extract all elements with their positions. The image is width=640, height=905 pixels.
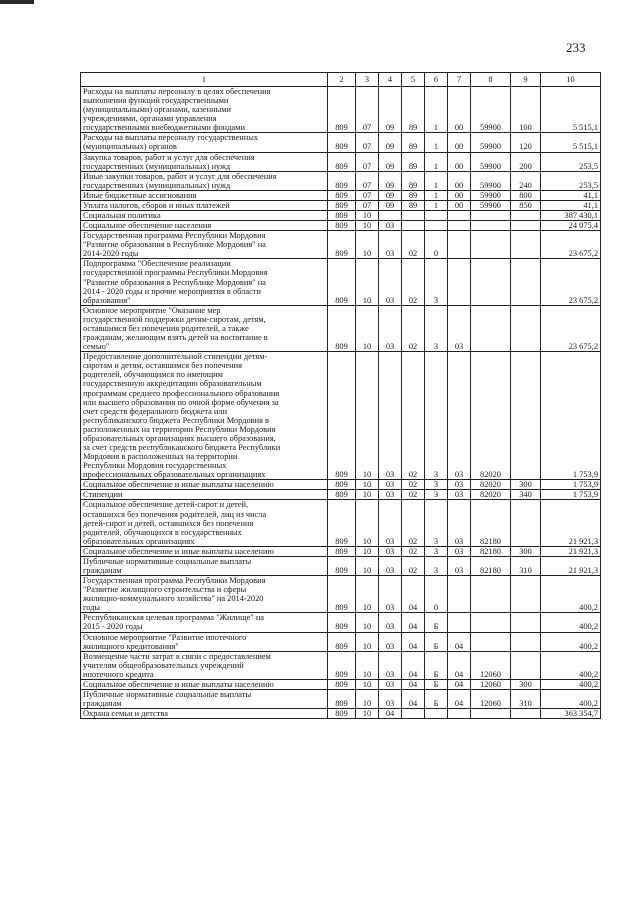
- row-name: Иные бюджетные ассигнования: [81, 190, 328, 200]
- row-code-expense-type: 240: [511, 171, 541, 190]
- table-row: [81, 352, 601, 480]
- row-code-subprogram: [425, 709, 448, 719]
- row-code-ministry: 809: [328, 613, 356, 632]
- row-code-event: 00: [448, 171, 471, 190]
- row-code-section: 10: [356, 546, 379, 556]
- col-header: 10: [541, 73, 601, 87]
- col-header: 3: [356, 73, 379, 87]
- row-code-ministry: 809: [328, 352, 356, 480]
- row-code-direction: 59900: [471, 171, 511, 190]
- row-code-expense-type: [511, 259, 541, 305]
- row-code-ministry: 809: [328, 679, 356, 689]
- row-code-direction: [471, 221, 511, 231]
- row-amount: 400,2: [541, 651, 601, 679]
- row-code-ministry: 809: [328, 500, 356, 546]
- row-code-program: [402, 221, 425, 231]
- row-code-subsection: 03: [379, 231, 402, 259]
- table-row: [81, 576, 601, 613]
- row-code-subsection: 09: [379, 200, 402, 210]
- row-code-direction: 82180: [471, 500, 511, 546]
- row-code-ministry: 809: [328, 651, 356, 679]
- row-code-event: [448, 576, 471, 613]
- row-code-expense-type: 200: [511, 152, 541, 171]
- row-name: Охрана семьи и детства: [81, 709, 328, 719]
- row-code-section: 10: [356, 709, 379, 719]
- row-amount: 23 675,2: [541, 259, 601, 305]
- row-code-program: 02: [402, 305, 425, 351]
- row-code-expense-type: 300: [511, 679, 541, 689]
- row-code-section: 07: [356, 190, 379, 200]
- row-amount: 21 921,3: [541, 556, 601, 575]
- row-code-expense-type: 100: [511, 87, 541, 133]
- table-row: [81, 190, 601, 200]
- row-code-event: 00: [448, 200, 471, 210]
- row-code-event: [448, 211, 471, 221]
- row-code-event: 00: [448, 152, 471, 171]
- row-code-subsection: 09: [379, 133, 402, 152]
- row-code-ministry: 809: [328, 231, 356, 259]
- row-code-expense-type: [511, 231, 541, 259]
- row-code-ministry: 809: [328, 87, 356, 133]
- page-number: 233: [566, 40, 586, 55]
- row-amount: 363 354,7: [541, 709, 601, 719]
- row-code-ministry: 809: [328, 556, 356, 575]
- row-amount: 400,2: [541, 690, 601, 709]
- row-code-event: 03: [448, 305, 471, 351]
- row-code-direction: 82020: [471, 352, 511, 480]
- row-code-event: 04: [448, 690, 471, 709]
- row-code-section: 10: [356, 231, 379, 259]
- row-code-expense-type: [511, 500, 541, 546]
- row-code-program: 02: [402, 480, 425, 490]
- row-code-program: 89: [402, 171, 425, 190]
- row-code-program: 02: [402, 231, 425, 259]
- row-code-section: 07: [356, 87, 379, 133]
- scan-edge-mark: [0, 0, 34, 4]
- row-code-direction: 82020: [471, 480, 511, 490]
- row-code-subsection: 04: [379, 709, 402, 719]
- row-code-subsection: 09: [379, 190, 402, 200]
- row-code-subprogram: [425, 211, 448, 221]
- row-code-event: [448, 231, 471, 259]
- row-name: Уплата налогов, сборов и иных платежей: [81, 200, 328, 210]
- row-code-ministry: 809: [328, 211, 356, 221]
- row-code-subprogram: 1: [425, 152, 448, 171]
- row-code-program: 89: [402, 190, 425, 200]
- col-header: 8: [471, 73, 511, 87]
- row-code-subsection: 03: [379, 546, 402, 556]
- table-row: [81, 211, 601, 221]
- row-code-subsection: 03: [379, 613, 402, 632]
- row-code-subprogram: Б: [425, 679, 448, 689]
- row-code-ministry: 809: [328, 546, 356, 556]
- row-code-direction: 59900: [471, 200, 511, 210]
- row-code-subprogram: 3: [425, 556, 448, 575]
- row-code-expense-type: [511, 576, 541, 613]
- row-name: Предоставление дополнительной стипендии детям- сиротам и детям, оставшимся без попечения родителей, обучающимся по имеющим государственную аккредитацию образовательным программам среднего профессионального образования или высшего образования по очной форме обучения за счет средств федерального бюджета или республиканского бюджета Республики Мордовия в расположенных на территории Республики Мордовия образовательных организациях высшего образования, за счет средств республиканского бюджета Республики Мордовия в расположенных на территории Республики Мордовия государственных профессиональных образовательных организациях: [81, 352, 328, 480]
- row-code-expense-type: [511, 613, 541, 632]
- row-code-program: 89: [402, 152, 425, 171]
- row-code-event: 03: [448, 352, 471, 480]
- row-code-section: 10: [356, 305, 379, 351]
- row-code-ministry: 809: [328, 171, 356, 190]
- row-code-ministry: 809: [328, 690, 356, 709]
- col-header: 1: [81, 73, 328, 87]
- row-code-subprogram: 3: [425, 352, 448, 480]
- row-code-section: 07: [356, 200, 379, 210]
- row-name: Государственная программа Республики Мордовия "Развитие образования в Республике Мордовия" на 2014-2020 годы: [81, 231, 328, 259]
- row-code-event: 00: [448, 87, 471, 133]
- table-row: [81, 221, 601, 231]
- col-header: 5: [402, 73, 425, 87]
- row-name: Публичные нормативные социальные выплаты гражданам: [81, 556, 328, 575]
- table-row: [81, 632, 601, 651]
- row-amount: 21 921,3: [541, 500, 601, 546]
- col-header: 2: [328, 73, 356, 87]
- row-name: Основное мероприятие "Развитие ипотечного жилищного кредитования": [81, 632, 328, 651]
- row-code-event: 03: [448, 490, 471, 500]
- row-code-expense-type: 850: [511, 200, 541, 210]
- row-code-program: 04: [402, 690, 425, 709]
- row-code-subsection: 03: [379, 480, 402, 490]
- row-amount: 24 075,4: [541, 221, 601, 231]
- row-code-direction: 82180: [471, 556, 511, 575]
- table-row: [81, 152, 601, 171]
- row-amount: 400,2: [541, 679, 601, 689]
- row-amount: 1 753,9: [541, 352, 601, 480]
- row-code-ministry: 809: [328, 190, 356, 200]
- row-code-subsection: 09: [379, 171, 402, 190]
- col-header: 7: [448, 73, 471, 87]
- row-code-subprogram: 3: [425, 500, 448, 546]
- row-amount: 23 675,2: [541, 231, 601, 259]
- row-amount: 1 753,9: [541, 490, 601, 500]
- row-code-expense-type: 120: [511, 133, 541, 152]
- row-code-section: 10: [356, 490, 379, 500]
- row-code-ministry: 809: [328, 632, 356, 651]
- row-code-direction: [471, 259, 511, 305]
- row-code-program: 04: [402, 613, 425, 632]
- row-code-ministry: 809: [328, 480, 356, 490]
- row-code-ministry: 809: [328, 152, 356, 171]
- row-code-section: 10: [356, 576, 379, 613]
- row-code-subprogram: 1: [425, 87, 448, 133]
- row-name: Возмещение части затрат в связи с предоставлением учителям общеобразовательных учреждений ипотечного кредита: [81, 651, 328, 679]
- row-code-expense-type: 800: [511, 190, 541, 200]
- row-amount: 400,2: [541, 576, 601, 613]
- row-code-subsection: 03: [379, 259, 402, 305]
- row-amount: 5 515,1: [541, 87, 601, 133]
- row-code-direction: 82020: [471, 490, 511, 500]
- row-code-section: 10: [356, 690, 379, 709]
- row-amount: 253,5: [541, 171, 601, 190]
- row-code-subprogram: 0: [425, 231, 448, 259]
- row-code-event: 03: [448, 500, 471, 546]
- row-code-subprogram: 3: [425, 305, 448, 351]
- row-code-event: [448, 221, 471, 231]
- row-code-subsection: 03: [379, 305, 402, 351]
- row-name: Публичные нормативные социальные выплаты гражданам: [81, 690, 328, 709]
- row-code-subprogram: 1: [425, 190, 448, 200]
- row-code-section: 07: [356, 133, 379, 152]
- row-code-direction: [471, 709, 511, 719]
- row-code-expense-type: 300: [511, 480, 541, 490]
- row-code-expense-type: [511, 709, 541, 719]
- row-name: Республиканская целевая программа "Жилище" на 2015 - 2020 годы: [81, 613, 328, 632]
- row-code-subprogram: Б: [425, 690, 448, 709]
- table-row: [81, 87, 601, 133]
- row-code-expense-type: [511, 632, 541, 651]
- row-code-program: 04: [402, 651, 425, 679]
- row-code-subsection: 09: [379, 87, 402, 133]
- row-code-program: 89: [402, 133, 425, 152]
- row-code-direction: 59900: [471, 152, 511, 171]
- table-row: [81, 200, 601, 210]
- row-code-expense-type: 340: [511, 490, 541, 500]
- row-name: Иные закупки товаров, работ и услуг для обеспечения государственных (муниципальных) нужд: [81, 171, 328, 190]
- row-code-subsection: 09: [379, 152, 402, 171]
- row-code-section: 10: [356, 211, 379, 221]
- row-code-subprogram: 3: [425, 490, 448, 500]
- row-code-section: 10: [356, 679, 379, 689]
- row-code-subprogram: [425, 221, 448, 231]
- row-name: Социальное обеспечение и иные выплаты населению: [81, 480, 328, 490]
- row-code-event: 00: [448, 190, 471, 200]
- row-code-subsection: 03: [379, 690, 402, 709]
- row-code-ministry: 809: [328, 709, 356, 719]
- row-code-subsection: 03: [379, 500, 402, 546]
- row-code-program: 02: [402, 490, 425, 500]
- row-code-program: 04: [402, 632, 425, 651]
- row-code-subsection: 03: [379, 679, 402, 689]
- col-header: 9: [511, 73, 541, 87]
- row-code-subprogram: Б: [425, 632, 448, 651]
- row-code-subprogram: Б: [425, 651, 448, 679]
- row-code-program: 02: [402, 352, 425, 480]
- row-code-direction: 12060: [471, 690, 511, 709]
- row-name: Социальное обеспечение и иные выплаты населению: [81, 546, 328, 556]
- row-code-section: 10: [356, 632, 379, 651]
- row-name: Расходы на выплаты персоналу в целях обеспечения выполнения функций государственными (муниципальными) органами, казенными учреждениями, органами управления государственными внебюджетными фондами: [81, 87, 328, 133]
- row-code-subsection: 03: [379, 651, 402, 679]
- row-amount: 5 515,1: [541, 133, 601, 152]
- row-code-subsection: 03: [379, 221, 402, 231]
- row-code-event: [448, 709, 471, 719]
- row-code-direction: [471, 211, 511, 221]
- row-code-expense-type: [511, 305, 541, 351]
- row-code-program: 02: [402, 259, 425, 305]
- row-code-section: 10: [356, 651, 379, 679]
- row-code-direction: 82180: [471, 546, 511, 556]
- row-code-section: 10: [356, 352, 379, 480]
- row-code-event: 04: [448, 651, 471, 679]
- row-code-expense-type: 300: [511, 546, 541, 556]
- row-amount: 23 675,2: [541, 305, 601, 351]
- row-code-ministry: 809: [328, 133, 356, 152]
- row-code-ministry: 809: [328, 305, 356, 351]
- table-row: [81, 709, 601, 719]
- row-code-direction: 59900: [471, 87, 511, 133]
- row-code-subsection: 03: [379, 632, 402, 651]
- row-name: Социальное обеспечение и иные выплаты населению: [81, 679, 328, 689]
- row-code-section: 10: [356, 221, 379, 231]
- row-code-direction: [471, 231, 511, 259]
- row-code-section: 10: [356, 480, 379, 490]
- row-name: Стипендии: [81, 490, 328, 500]
- row-code-subprogram: 1: [425, 200, 448, 210]
- row-code-subprogram: 3: [425, 259, 448, 305]
- row-name: Социальное обеспечение населения: [81, 221, 328, 231]
- row-code-program: 02: [402, 556, 425, 575]
- col-header: 6: [425, 73, 448, 87]
- row-code-subsection: 03: [379, 576, 402, 613]
- table-row: [81, 231, 601, 259]
- row-code-section: 07: [356, 152, 379, 171]
- row-code-expense-type: [511, 211, 541, 221]
- row-code-direction: [471, 613, 511, 632]
- row-code-program: 89: [402, 87, 425, 133]
- row-code-event: 03: [448, 480, 471, 490]
- row-code-subprogram: 3: [425, 546, 448, 556]
- row-code-direction: 59900: [471, 190, 511, 200]
- table-row: [81, 171, 601, 190]
- row-name: Государственная программа Республики Мордовия "Развитие жилищного строительства и сферы жилищно-коммунального хозяйства" на 2014-2020 годы: [81, 576, 328, 613]
- row-code-expense-type: [511, 352, 541, 480]
- table-row: [81, 259, 601, 305]
- row-code-expense-type: [511, 221, 541, 231]
- row-code-program: 04: [402, 576, 425, 613]
- row-code-subprogram: 1: [425, 171, 448, 190]
- row-name: Социальное обеспечение детей-сирот и детей, оставшихся без попечения родителей, лиц из числа детей-сирот и детей, оставшихся без попечения родителей, обучающихся в государственных образовательных организациях: [81, 500, 328, 546]
- row-code-subprogram: 3: [425, 480, 448, 490]
- row-code-subprogram: 0: [425, 576, 448, 613]
- row-code-direction: 12060: [471, 651, 511, 679]
- table-row: [81, 651, 601, 679]
- table-row: [81, 613, 601, 632]
- row-amount: 21 921,3: [541, 546, 601, 556]
- row-amount: 1 753,9: [541, 480, 601, 490]
- row-code-ministry: 809: [328, 576, 356, 613]
- row-code-subsection: [379, 211, 402, 221]
- table-row: [81, 556, 601, 575]
- table-row: [81, 500, 601, 546]
- row-code-event: 00: [448, 133, 471, 152]
- row-code-program: 02: [402, 546, 425, 556]
- row-code-subsection: 03: [379, 556, 402, 575]
- table-row: [81, 546, 601, 556]
- row-name: Закупка товаров, работ и услуг для обеспечения государственных (муниципальных) нужд: [81, 152, 328, 171]
- row-amount: 400,2: [541, 613, 601, 632]
- row-code-program: [402, 709, 425, 719]
- row-name: Основное мероприятие "Оказание мер государственной поддержки детям-сиротам, детям, оставшимся без попечения родителей, а также гражданам, желающим взять детей на воспитание в семью": [81, 305, 328, 351]
- row-code-ministry: 809: [328, 200, 356, 210]
- table-row: [81, 679, 601, 689]
- row-code-event: [448, 259, 471, 305]
- row-code-subprogram: 1: [425, 133, 448, 152]
- row-code-program: [402, 211, 425, 221]
- row-code-subsection: 03: [379, 352, 402, 480]
- row-name: Социальная политика: [81, 211, 328, 221]
- row-code-ministry: 809: [328, 259, 356, 305]
- row-code-expense-type: 310: [511, 690, 541, 709]
- row-code-event: [448, 613, 471, 632]
- budget-table: [80, 72, 601, 719]
- row-code-subprogram: Б: [425, 613, 448, 632]
- row-code-event: 04: [448, 632, 471, 651]
- row-code-direction: [471, 632, 511, 651]
- row-amount: 400,2: [541, 632, 601, 651]
- row-code-ministry: 809: [328, 490, 356, 500]
- row-amount: 253,5: [541, 152, 601, 171]
- table-row: [81, 490, 601, 500]
- row-code-direction: [471, 576, 511, 613]
- row-code-subsection: 03: [379, 490, 402, 500]
- row-code-program: 04: [402, 679, 425, 689]
- row-code-program: 89: [402, 200, 425, 210]
- row-code-section: 10: [356, 613, 379, 632]
- table-row: [81, 133, 601, 152]
- row-name: Расходы на выплаты персоналу государственных (муниципальных) органов: [81, 133, 328, 152]
- row-code-section: 07: [356, 171, 379, 190]
- row-code-expense-type: [511, 651, 541, 679]
- row-code-section: 10: [356, 259, 379, 305]
- row-code-section: 10: [356, 556, 379, 575]
- row-code-event: 03: [448, 556, 471, 575]
- row-code-direction: 59900: [471, 133, 511, 152]
- col-header: 4: [379, 73, 402, 87]
- row-code-direction: [471, 305, 511, 351]
- row-code-ministry: 809: [328, 221, 356, 231]
- row-code-event: 04: [448, 679, 471, 689]
- row-code-event: 03: [448, 546, 471, 556]
- row-name: Подпрограмма "Обеспечение реализации государственной программы Республики Мордовия "Развитие образования в Республике Мордовия" на 2014 - 2020 годы и прочие мероприятия в области образования": [81, 259, 328, 305]
- table-row: [81, 305, 601, 351]
- row-code-direction: 12060: [471, 679, 511, 689]
- table-row: [81, 690, 601, 709]
- row-code-section: 10: [356, 500, 379, 546]
- table-row: [81, 480, 601, 490]
- row-code-program: 02: [402, 500, 425, 546]
- row-amount: 41,1: [541, 200, 601, 210]
- row-amount: 387 430,1: [541, 211, 601, 221]
- row-code-expense-type: 310: [511, 556, 541, 575]
- header-row: [81, 73, 601, 87]
- row-amount: 41,1: [541, 190, 601, 200]
